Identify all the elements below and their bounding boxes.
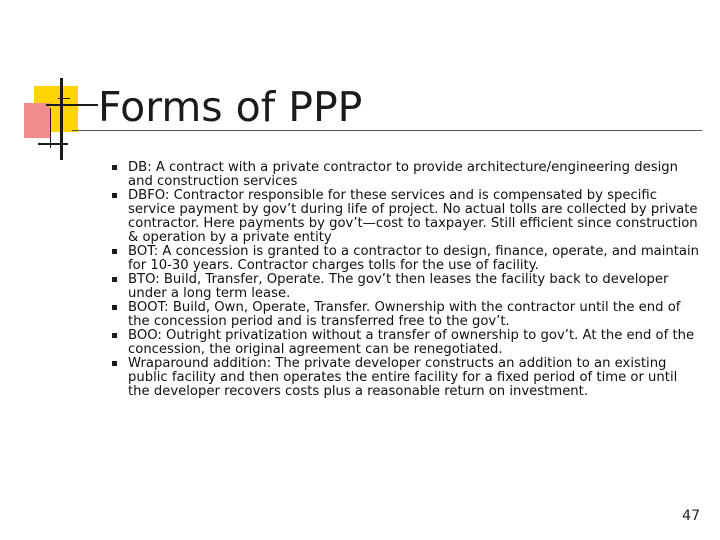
page-number: 47 bbox=[682, 508, 700, 524]
bullet-text: BOOT: Build, Own, Operate, Transfer. Ownership with the contractor until the end of the concession period and is transferred free to the gov’t. bbox=[128, 300, 681, 329]
logo-horizontal-line-lower bbox=[38, 143, 68, 145]
bullet-text: BOO: Outright privatization without a transfer of ownership to gov’t. At the end of the concession, the original agreement can be renegotiated. bbox=[128, 328, 695, 357]
bullet-item-boo bbox=[112, 329, 702, 357]
logo-vertical-line bbox=[60, 78, 63, 160]
bullet-item-db bbox=[112, 161, 702, 189]
square-bullet-icon bbox=[112, 361, 117, 366]
bullet-text: BTO: Build, Transfer, Operate. The gov’t then leases the facility back to developer under a long term lease. bbox=[128, 272, 669, 301]
bullet-text: BOT: A concession is granted to a contractor to design, finance, operate, and maintain for 10-30 years. Contractor charges tolls for the use of facility. bbox=[128, 244, 700, 273]
square-bullet-icon bbox=[112, 193, 117, 198]
bullet-item-bto bbox=[112, 273, 702, 301]
logo-vertical-line-thin bbox=[50, 108, 51, 148]
bullet-item-dbfo bbox=[112, 189, 702, 245]
square-bullet-icon bbox=[112, 277, 117, 282]
square-bullet-icon bbox=[112, 249, 117, 254]
logo-horizontal-line bbox=[46, 104, 98, 106]
square-bullet-icon bbox=[112, 165, 117, 170]
logo-red-square bbox=[24, 103, 50, 138]
bullet-text: DBFO: Contractor responsible for these services and is compensated by specific service payment by gov’t during life of project. No actual tolls are collected by private contractor. Here payments by gov’t—cost to taxpayer. Still efficient since construction & operation by a private entity bbox=[128, 188, 698, 245]
bullet-item-boot bbox=[112, 301, 702, 329]
bullet-list bbox=[112, 161, 702, 399]
bullet-text: Wraparound addition: The private developer constructs an addition to an existing public facility and then operates the entire facility for a fixed period of time or until the developer recovers costs plus a reasonable return on investment. bbox=[128, 356, 678, 399]
logo-horizontal-line-small bbox=[58, 98, 70, 99]
bullet-item-wraparound bbox=[112, 357, 702, 399]
slide-title: Forms of PPP bbox=[98, 83, 363, 131]
square-bullet-icon bbox=[112, 305, 117, 310]
bullet-text: DB: A contract with a private contractor to provide architecture/engineering design and construction services bbox=[128, 160, 678, 189]
square-bullet-icon bbox=[112, 333, 117, 338]
bullet-item-bot bbox=[112, 245, 702, 273]
title-logo-icon bbox=[0, 0, 110, 165]
